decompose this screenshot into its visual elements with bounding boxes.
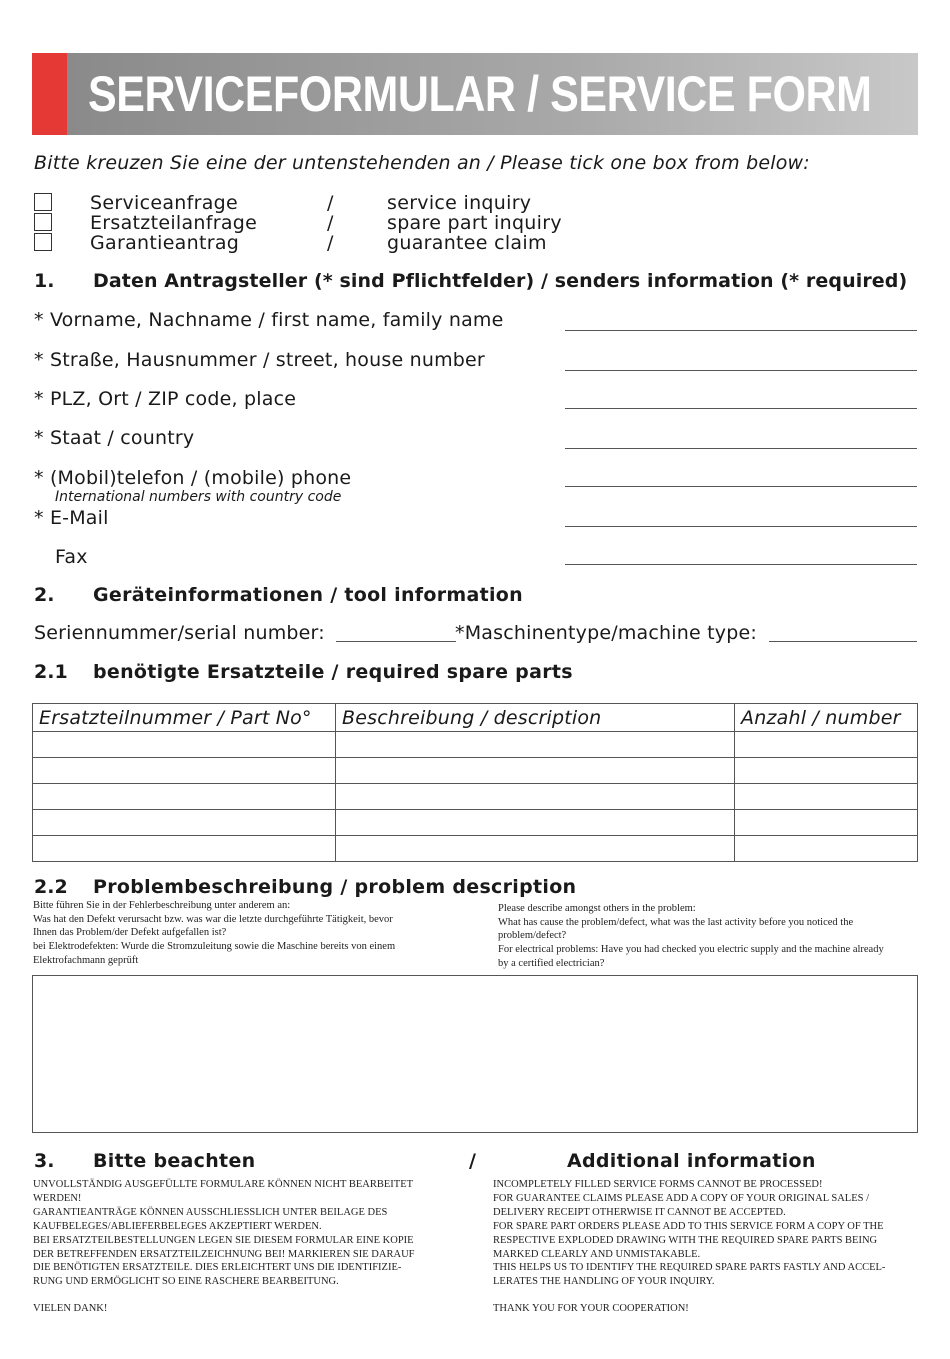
option-separator: / — [327, 232, 334, 254]
instruction-text: Bitte kreuzen Sie eine der untenstehenden an / Please tick one box from below: — [34, 152, 810, 174]
description-cell[interactable] — [336, 732, 735, 758]
section-1-number: 1. — [34, 270, 55, 292]
zip-input-line[interactable] — [565, 408, 917, 409]
description-cell[interactable] — [336, 758, 735, 784]
section-2-2-number: 2.2 — [34, 876, 68, 898]
option-label-de: Ersatzteilanfrage — [90, 212, 258, 234]
field-label-zip: * PLZ, Ort / ZIP code, place — [34, 388, 297, 410]
section-3-separator: / — [469, 1150, 477, 1172]
info-line: GARANTIEANTRÄGE KÖNNEN AUSSCHLIESSLICH UNTER BEILAGE DES — [33, 1206, 388, 1218]
option-label-en: spare part inquiry — [387, 212, 562, 234]
description-cell[interactable] — [336, 784, 735, 810]
section-2-number: 2. — [34, 584, 55, 606]
option-label-de: Garantieantrag — [90, 232, 240, 254]
machine-type-label: *Maschinentype/machine type: — [455, 622, 757, 644]
info-line: MARKED CLEARLY AND UNMISTAKABLE. — [493, 1248, 701, 1260]
part-no-cell[interactable] — [33, 758, 336, 784]
field-label-name: * Vorname, Nachname / first name, family name — [34, 309, 504, 331]
checkbox-guarantee-claim[interactable] — [34, 233, 52, 251]
option-label-en: guarantee claim — [387, 232, 547, 254]
country-input-line[interactable] — [565, 448, 917, 449]
info-line: KAUFBELEGES/ABLIEFERBELEGES AKZEPTIERT WERDEN. — [33, 1220, 322, 1232]
hint-line: For electrical problems: Have you had checked you electric supply and the machine already — [498, 944, 884, 956]
description-cell[interactable] — [336, 836, 735, 862]
hint-line: Bitte führen Sie in der Fehlerbeschreibung unter anderem an: — [33, 900, 291, 911]
part-no-cell[interactable] — [33, 784, 336, 810]
section-2-1-number: 2.1 — [34, 661, 68, 683]
section-3-title-en: Additional information — [567, 1150, 816, 1172]
hint-line: Please describe amongst others in the problem: — [498, 903, 696, 914]
hint-line: What has cause the problem/defect, what was the last activity before you noticed the — [498, 916, 854, 928]
additional-info-de — [33, 1178, 473, 1289]
section-3-title-de: Bitte beachten — [93, 1150, 256, 1172]
info-line: RESPECTIVE EXPLODED DRAWING WITH THE REQUIRED SPARE PARTS BEING — [493, 1234, 878, 1246]
info-line: FOR SPARE PART ORDERS PLEASE ADD TO THIS SERVICE FORM A COPY OF THE — [493, 1220, 884, 1232]
section-2-1-title: benötigte Ersatzteile / required spare parts — [93, 661, 573, 683]
info-line: THIS HELPS US TO IDENTIFY THE REQUIRED SPARE PARTS FASTLY AND ACCEL- — [493, 1262, 886, 1274]
field-label-street: * Straße, Hausnummer / street, house number — [34, 349, 485, 371]
info-line: FOR GUARANTEE CLAIMS PLEASE ADD A COPY OF YOUR ORIGINAL SALES / — [493, 1192, 869, 1204]
number-cell[interactable] — [735, 784, 918, 810]
thanks-de: VIELEN DANK! — [33, 1303, 108, 1314]
section-2-2-title: Problembeschreibung / problem description — [93, 876, 577, 898]
info-line: DELIVERY RECEIPT OTHERWISE IT CANNOT BE ACCEPTED. — [493, 1206, 786, 1218]
info-line: LERATES THE HANDLING OF YOUR INQUIRY. — [493, 1276, 715, 1288]
spare-parts-table — [32, 703, 918, 862]
street-input-line[interactable] — [565, 370, 917, 371]
option-separator: / — [327, 212, 334, 234]
hint-line: problem/defect? — [498, 930, 567, 942]
part-no-cell[interactable] — [33, 836, 336, 862]
thanks-en: THANK YOU FOR YOUR COOPERATION! — [493, 1303, 689, 1314]
hint-line: by a certified electrician? — [498, 957, 605, 969]
number-cell[interactable] — [735, 836, 918, 862]
part-no-cell[interactable] — [33, 810, 336, 836]
problem-hint-de — [33, 899, 463, 968]
checkbox-service-inquiry[interactable] — [34, 193, 52, 211]
info-line: RUNG UND ERMÖGLICHT SO EINE RASCHERE BEARBEITUNG. — [33, 1276, 339, 1288]
email-input-line[interactable] — [565, 526, 917, 527]
number-cell[interactable] — [735, 732, 918, 758]
additional-info-en — [493, 1178, 933, 1289]
field-label-phone: * (Mobil)telefon / (mobile) phone — [34, 467, 352, 489]
info-line: DER BETREFFENDEN ERSATZTEILZEICHNUNG BEI! MARKIEREN SIE DARAUF — [33, 1248, 415, 1260]
field-label-country: * Staat / country — [34, 427, 195, 449]
hint-line: bei Elektrodefekten: Wurde die Stromzuleitung sowie die Maschine bereits von einem — [33, 941, 396, 953]
problem-description-textarea[interactable] — [32, 975, 918, 1133]
info-line: UNVOLLSTÄNDIG AUSGEFÜLLTE FORMULARE KÖNNEN NICHT BEARBEITET — [33, 1179, 414, 1190]
part-no-cell[interactable] — [33, 732, 336, 758]
fax-input-line[interactable] — [565, 564, 917, 565]
info-line: WERDEN! — [33, 1192, 82, 1204]
column-header-description: Beschreibung / description — [336, 704, 735, 732]
table-header-row — [33, 704, 918, 732]
phone-input-line[interactable] — [565, 486, 917, 487]
hint-line: Ihnen das Problem/der Defekt aufgefallen ist? — [33, 927, 227, 939]
option-label-en: service inquiry — [387, 192, 532, 214]
column-header-number: Anzahl / number — [735, 704, 918, 732]
table-row — [33, 732, 918, 758]
description-cell[interactable] — [336, 810, 735, 836]
page-title: SERVICEFORMULAR / SERVICE FORM — [88, 66, 872, 122]
field-label-fax: Fax — [55, 546, 88, 568]
problem-hint-en — [498, 902, 928, 971]
hint-line: Elektrofachmann geprüft — [33, 954, 139, 966]
field-label-email: * E-Mail — [34, 507, 109, 529]
info-line: BEI ERSATZTEILBESTELLUNGEN LEGEN SIE DIESEM FORMULAR EINE KOPIE — [33, 1234, 414, 1246]
table-row — [33, 784, 918, 810]
number-cell[interactable] — [735, 758, 918, 784]
section-2-title: Geräteinformationen / tool information — [93, 584, 523, 606]
option-separator: / — [327, 192, 334, 214]
number-cell[interactable] — [735, 810, 918, 836]
serial-number-input-line[interactable] — [336, 641, 456, 642]
section-1-title: Daten Antragsteller (* sind Pflichtfelder) / senders information (* required) — [93, 270, 908, 292]
table-row — [33, 810, 918, 836]
machine-type-input-line[interactable] — [769, 641, 917, 642]
table-row — [33, 758, 918, 784]
serial-number-label: Seriennummer/serial number: — [34, 622, 325, 644]
name-input-line[interactable] — [565, 330, 917, 331]
column-header-part-no: Ersatzteilnummer / Part No° — [33, 704, 336, 732]
info-line: INCOMPLETELY FILLED SERVICE FORMS CANNOT BE PROCESSED! — [493, 1179, 823, 1190]
section-3-number: 3. — [34, 1150, 55, 1172]
header-accent-bar — [32, 53, 67, 135]
checkbox-spare-part-inquiry[interactable] — [34, 213, 52, 231]
phone-hint: International numbers with country code — [55, 489, 342, 505]
hint-line: Was hat den Defekt verursacht bzw. was war die letzte durchgeführte Tätigkeit, bevor — [33, 913, 393, 925]
info-line: DIE BENÖTIGTEN ERSATZTEILE. DIES ERLEICHTERT UNS DIE IDENTIFIZIE- — [33, 1262, 402, 1274]
option-label-de: Serviceanfrage — [90, 192, 238, 214]
table-row — [33, 836, 918, 862]
